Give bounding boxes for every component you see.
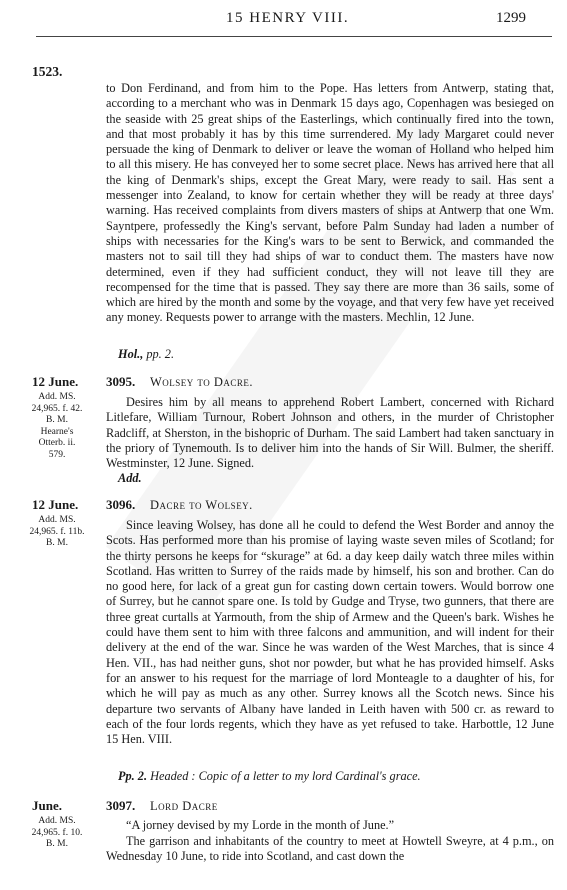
note-label: Add. (118, 471, 142, 485)
running-head (0, 10, 567, 34)
entry-number: 3096. (106, 497, 136, 512)
continuation-note (118, 347, 174, 362)
marginal-line: Otterb. ii. (38, 438, 76, 448)
marginal-line: 24,965. f. 42. (31, 403, 83, 414)
marginal-line: B. M. (46, 538, 68, 548)
note-label: Pp. 2. (118, 769, 148, 783)
marginal-line: 579. (48, 449, 66, 460)
marginal-line: Add. MS. (38, 816, 76, 826)
entry-date: 12 June. (32, 374, 79, 389)
entry-note (118, 471, 142, 486)
marginal-reference (14, 816, 100, 851)
marginal-line: 24,965. f. 11b. (29, 526, 85, 537)
marginal-line: B. M. (46, 415, 68, 425)
page-number: 1299 (496, 10, 526, 26)
entry-date: June. (32, 798, 62, 813)
entry-quote: “A jorney devised by my Lorde in the month of June.” (126, 818, 395, 832)
header-rule (36, 36, 552, 37)
entry-paragraph: Desires him by all means to apprehend Robert Lambert, concerned with Richard Litlefare, William Turnour, Robert Johnson and others, in the murder of Christopher Radcliff, at Sherston, in the bishopric of Durham. The said Lambert had taken sanctuary in the priory of Tynemouth. Is to deliver him into the hands of Sir Will. Bulmer, the sheriff. Westminster, 12 June. Signed. (106, 395, 554, 471)
entry-paragraph: The garrison and inhabitants of the country to meet at Howtell Sweyre, at 4 p.m., on Wednesday 10 June, to ride into Scotland, and cast down the (106, 834, 554, 864)
entry-title: Wolsey to Dacre. (150, 375, 254, 389)
marginal-line: B. M. (46, 839, 68, 849)
marginal-line: Add. MS. (38, 392, 76, 402)
note-heading: Headed : Copic of a letter to my lord Cardinal's grace. (147, 769, 421, 783)
entry-date: 12 June. (32, 497, 79, 512)
marginal-line: Add. MS. (38, 515, 76, 525)
entry-note (118, 769, 421, 784)
note-label: Hol., (118, 347, 144, 361)
marginal-reference (14, 392, 100, 461)
entry-number: 3095. (106, 374, 136, 389)
year-marker: 1523. (32, 64, 63, 79)
running-title: 15 HENRY VIII. (226, 10, 350, 26)
entry-number: 3097. (106, 798, 136, 813)
marginal-line: 24,965. f. 10. (31, 827, 83, 838)
entry-paragraph: Since leaving Wolsey, has done all he could to defend the West Border and annoy the Scots. Has performed more than his promise of laying waste seven miles of Scotland; for the thirty persons he keeps for “skurage” at 6d. a day keep daily watch three miles within Scotland. Has written to Surrey of the raids made by himself, his son and brother. Can do no good here, for lack of a great gun for casting down certain towers. Would borrow one of Surrey, but he cannot spare one. Is told by Gudge and Tryse, two gunners, that there are three great curtalls at Yarmouth, from the ship of Armew and the Queen's bark. Wishes he could have them sent to him with three falcons and ammunition, and will indent for their delivery at the end of the war. Since he was warden of the West Marches, that is since 4 Hen. VII., has had neither guns, shot nor powder, but what he has provided himself. Asks for an answer to his request for the marriage of lord Monteagle to a daughter of his, for which he will pay as much as any other. Surrey knows all the Scotch news. Since his departure two servants of Albany have landed in Leith haven with 500 cr. as reward to each of the four lords regents, which they have as yet refused to take. Harbottle, 12 June 15 Hen. VIII. (106, 518, 554, 747)
note-pages: pp. 2. (143, 347, 175, 361)
marginal-reference (14, 515, 100, 550)
entry-title: Lord Dacre (150, 799, 218, 813)
continuation-paragraph: to Don Ferdinand, and from him to the Pope. Has letters from Antwerp, stating that, according to a merchant who was in Denmark 15 days ago, Copenhagen was besieged on the seaside with 25 great ships of the Easterlings, which continually fired into the town, and that most probably it has by this time surrendered. My lady Margaret could never persuade the king of Denmark to deliver or leave the woman of Holland who helped him to all this misery. He has conveyed her to some secret place. News has arrived here that all the king of Denmark's ships, except the Great Mary, were ready to sail. Has sent a messenger into Zealand, to know for certain whether they will be ready at three days' warning. Has received complaints from divers masters of ships at Antwerp that one Wm. Sayntpere, professedly the King's servant, before Palm Sunday had laden a number of ships with necessaries for the King's wars to be sent to Berwick, and commanded the masters not to sail till they had ships of war to conduct them. The masters have now determined, even if they had sufficient conduct, they will not leave till they are recompensed for the time that is passed. They say there are more than 36 sails, some of which are hired by the month and some by the voyage, and that very few have yet received any money. Requests power to arrange with the masters. Mechlin, 12 June. (106, 81, 554, 325)
entry-title: Dacre to Wolsey. (150, 498, 253, 512)
marginal-line: Hearne's (40, 426, 74, 437)
